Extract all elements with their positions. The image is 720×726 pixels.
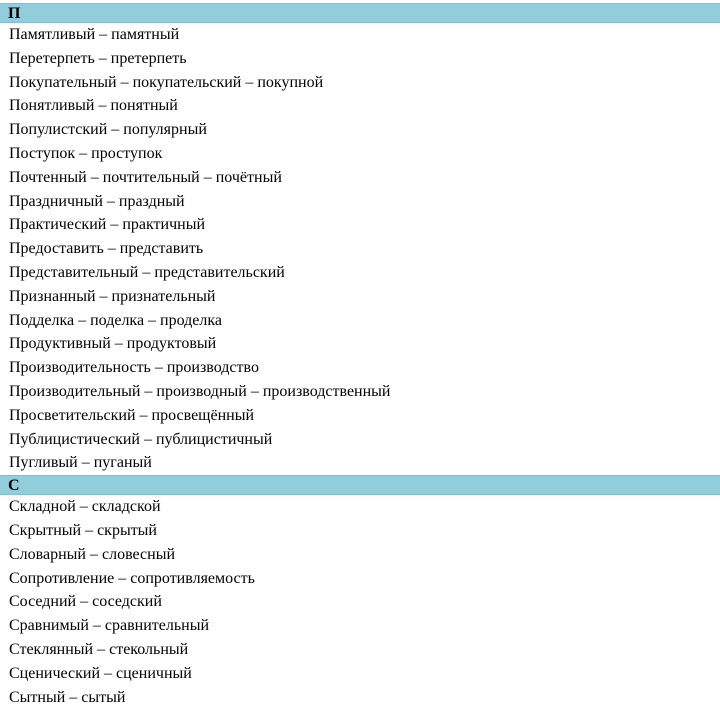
list-item: Публицистический – публицистичный (9, 430, 273, 448)
list-item: Сравнимый – сравнительный (9, 617, 210, 635)
list-item: Скрытный – скрытый (9, 521, 157, 539)
paronym-table (0, 3, 720, 709)
list-item: Стеклянный – стекольный (9, 640, 189, 658)
list-item: Соседний – соседский (9, 593, 162, 611)
section-letter: С (8, 477, 20, 495)
list-item: Сценический – сценичный (9, 664, 192, 682)
list-item: Подделка – поделка – проделка (9, 311, 223, 329)
list-item: Предоставить – представить (9, 240, 204, 258)
list-item: Продуктивный – продуктовый (9, 335, 217, 353)
list-item: Производительность – производство (9, 359, 259, 377)
list-item: Покупательный – покупательский – покупной (9, 73, 324, 91)
list-item: Производительный – производный – производственный (9, 382, 391, 400)
list-item: Признанный – признательный (9, 287, 216, 305)
list-item: Популистский – популярный (9, 121, 207, 139)
list-item: Пугливый – пуганый (9, 454, 152, 472)
list-item: Памятливый – памятный (9, 26, 180, 43)
list-item: Словарный – словесный (9, 545, 175, 563)
list-item: Сытный – сытый (9, 688, 126, 706)
section-letter: П (8, 5, 21, 22)
section-header-p (0, 3, 720, 23)
list-item: Сопротивление – сопротивляемость (9, 569, 255, 587)
section-list-s (0, 495, 720, 709)
section-list-p (0, 23, 720, 475)
list-item: Праздничный – праздный (9, 192, 185, 210)
list-item: Просветительский – просвещённый (9, 406, 255, 424)
list-item: Перетерпеть – претерпеть (9, 49, 187, 67)
list-item: Практический – практичный (9, 216, 206, 234)
list-item: Представительный – представительский (9, 263, 285, 281)
list-item: Понятливый – понятный (9, 97, 178, 115)
section-header-s (0, 475, 720, 495)
list-item: Складной – складской (9, 498, 161, 516)
list-item: Поступок – проступок (9, 144, 163, 162)
list-item: Почтенный – почтительный – почётный (9, 168, 282, 186)
